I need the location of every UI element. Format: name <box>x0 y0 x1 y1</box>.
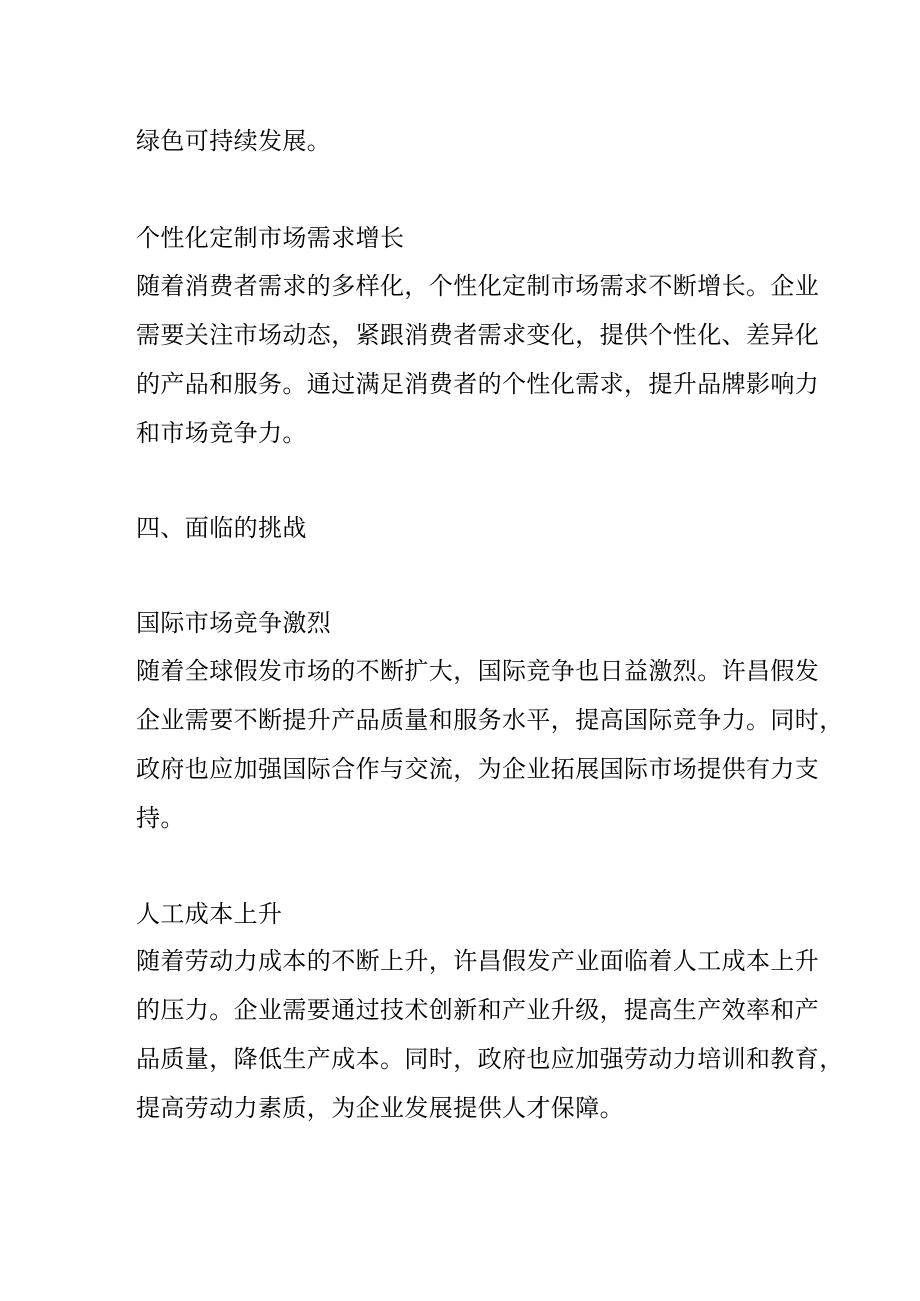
section-heading-challenges: 四、面临的挑战 <box>136 514 307 542</box>
paragraph-line: 品质量，降低生产成本。同时，政府也应加强劳动力培训和教育， <box>136 1045 844 1073</box>
paragraph-line: 随着全球假发市场的不断扩大，国际竞争也日益激烈。许昌假发 <box>136 657 820 685</box>
paragraph-line: 随着劳动力成本的不断上升，许昌假发产业面临着人工成本上升 <box>136 947 820 975</box>
paragraph-line: 持。 <box>136 804 185 832</box>
paragraph-line: 的压力。企业需要通过技术创新和产业升级，提高生产效率和产 <box>136 996 820 1024</box>
section-heading-labor-cost: 人工成本上升 <box>136 900 283 928</box>
section-heading-personalized-market: 个性化定制市场需求增长 <box>136 224 405 252</box>
paragraph-line: 随着消费者需求的多样化，个性化定制市场需求不断增长。企业 <box>136 272 820 300</box>
paragraph-line: 需要关注市场动态，紧跟消费者需求变化，提供个性化、差异化 <box>136 321 820 349</box>
paragraph-continuation: 绿色可持续发展。 <box>136 127 332 155</box>
section-heading-international-competition: 国际市场竞争激烈 <box>136 609 332 637</box>
paragraph-line: 和市场竞争力。 <box>136 419 307 447</box>
paragraph-line: 政府也应加强国际合作与交流，为企业拓展国际市场提供有力支 <box>136 755 820 783</box>
paragraph-line: 的产品和服务。通过满足消费者的个性化需求，提升品牌影响力 <box>136 370 820 398</box>
paragraph-line: 提高劳动力素质，为企业发展提供人才保障。 <box>136 1094 624 1122</box>
paragraph-line: 企业需要不断提升产品质量和服务水平，提高国际竞争力。同时， <box>136 706 844 734</box>
